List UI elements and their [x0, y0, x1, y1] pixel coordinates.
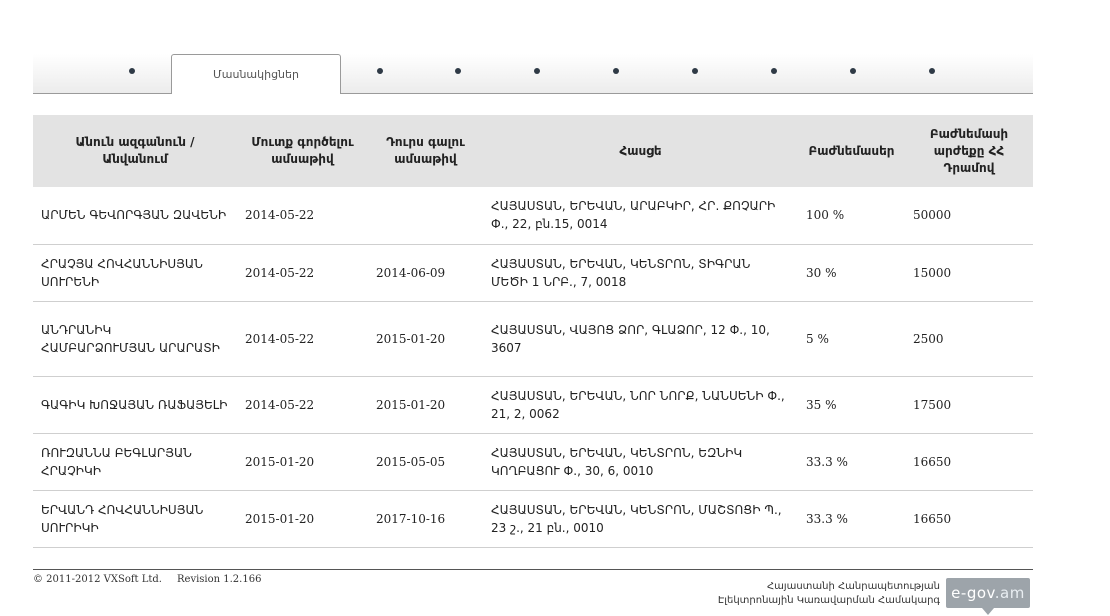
cell-shares: 5 %	[798, 301, 905, 376]
col-header-entry-date: Մուտք գործելու ամսաթիվ	[237, 115, 368, 187]
tab-dot[interactable]	[692, 68, 698, 74]
table-row	[33, 376, 1033, 433]
cell-name: ԵՐՎԱՆԴ ՀՈՎՀԱՆՆԻՍՅԱՆ ՍՈՒՐԻԿԻ	[33, 490, 237, 547]
cell-share-value: 17500	[905, 376, 1033, 433]
col-header-address: Հասցե	[483, 115, 798, 187]
cell-name: ԱՆԴՐԱՆԻԿ ՀԱՄԲԱՐՁՈՒՄՅԱՆ ԱՐԱՐԱՏԻ	[33, 301, 237, 376]
col-header-name: Անուն ազգանուն / Անվանում	[33, 115, 237, 187]
table-row	[33, 244, 1033, 301]
cell-address: ՀԱՅԱՍՏԱՆ, ԵՐԵՎԱՆ, ՆՈՐ ՆՈՐՔ, ՆԱՆՍԵՆԻ Փ., 21, 2, 0062	[483, 376, 798, 433]
cell-entry-date: 2014-05-22	[237, 376, 368, 433]
tab-dot[interactable]	[771, 68, 777, 74]
table-row	[33, 490, 1033, 547]
tab-dot[interactable]	[613, 68, 619, 74]
table-header-row	[33, 115, 1033, 187]
cell-exit-date	[368, 187, 483, 244]
cell-name: ԱՐՄԵՆ ԳԵՎՈՐԳՅԱՆ ԶԱՎԵՆԻ	[33, 187, 237, 244]
cell-shares: 33.3 %	[798, 490, 905, 547]
cell-address: ՀԱՅԱՍՏԱՆ, ՎԱՅՈՑ ՁՈՐ, ԳԼԱՁՈՐ, 12 Փ., 10, 3607	[483, 301, 798, 376]
cell-address: ՀԱՅԱՍՏԱՆ, ԵՐԵՎԱՆ, ԿԵՆՏՐՈՆ, ԵԶՆԻԿ ԿՈՂԲԱՑՈՒ Փ., 30, 6, 0010	[483, 433, 798, 490]
cell-entry-date: 2014-05-22	[237, 244, 368, 301]
copyright-text: © 2011-2012 VXSoft Ltd.	[33, 574, 162, 585]
participants-table	[33, 115, 1033, 548]
tab-dot[interactable]	[377, 68, 383, 74]
agency-line-1: Հայաստանի Հանրապետության	[766, 581, 940, 592]
cell-exit-date: 2015-01-20	[368, 301, 483, 376]
cell-share-value: 16650	[905, 433, 1033, 490]
cell-exit-date: 2015-01-20	[368, 376, 483, 433]
tab-dot[interactable]	[534, 68, 540, 74]
cell-share-value: 15000	[905, 244, 1033, 301]
tab-participants[interactable]: Մասնակիցներ	[171, 54, 341, 93]
table-row	[33, 433, 1033, 490]
agency-line-2: Էլեկտրոնային Կառավարման Համակարգ	[717, 595, 940, 606]
cell-shares: 30 %	[798, 244, 905, 301]
egov-logo-tld: .am	[994, 584, 1025, 602]
cell-entry-date: 2015-01-20	[237, 490, 368, 547]
cell-exit-date: 2017-10-16	[368, 490, 483, 547]
cell-entry-date: 2014-05-22	[237, 187, 368, 244]
cell-entry-date: 2015-01-20	[237, 433, 368, 490]
cell-address: ՀԱՅԱՍՏԱՆ, ԵՐԵՎԱՆ, ԿԵՆՏՐՈՆ, ՏԻԳՐԱՆ ՄԵԾԻ 1 ՆՐԲ., 7, 0018	[483, 244, 798, 301]
cell-exit-date: 2015-05-05	[368, 433, 483, 490]
footer-divider	[33, 569, 1033, 570]
cell-name: ԳԱԳԻԿ ԽՈՋԱՅԱՆ ՌԱՖԱՅԵԼԻ	[33, 376, 237, 433]
col-header-exit-date: Դուրս գալու ամսաթիվ	[368, 115, 483, 187]
table-row	[33, 187, 1033, 244]
cell-share-value: 16650	[905, 490, 1033, 547]
agency-name	[718, 580, 940, 608]
cell-entry-date: 2014-05-22	[237, 301, 368, 376]
col-header-shares: Բաժնեմասեր	[798, 115, 905, 187]
cell-shares: 33.3 %	[798, 433, 905, 490]
cell-name: ՀՐԱՉՅԱ ՀՈՎՀԱՆՆԻՍՅԱՆ ՍՈՒՐԵՆԻ	[33, 244, 237, 301]
cell-share-value: 50000	[905, 187, 1033, 244]
tab-dot[interactable]	[455, 68, 461, 74]
cell-shares: 100 %	[798, 187, 905, 244]
cell-share-value: 2500	[905, 301, 1033, 376]
tab-bar	[33, 54, 1033, 94]
tab-dot[interactable]	[129, 68, 135, 74]
cell-name: ՌՈՒԶԱՆՆԱ ԲԵԳԼԱՐՅԱՆ ՀՐԱՉԻԿԻ	[33, 433, 237, 490]
table-row	[33, 301, 1033, 376]
tab-dot[interactable]	[850, 68, 856, 74]
revision-text: Revision 1.2.166	[177, 574, 262, 585]
egov-logo-main: e-gov	[951, 584, 995, 602]
tab-dot[interactable]	[929, 68, 935, 74]
cell-address: ՀԱՅԱՍՏԱՆ, ԵՐԵՎԱՆ, ԱՐԱԲԿԻՐ, ՀՐ. ՔՈՉԱՐԻ Փ., 22, բն.15, 0014	[483, 187, 798, 244]
cell-shares: 35 %	[798, 376, 905, 433]
egov-logo[interactable]	[946, 578, 1030, 608]
col-header-share-value: Բաժնեմասի արժեքը ՀՀ Դրամով	[905, 115, 1033, 187]
cell-exit-date: 2014-06-09	[368, 244, 483, 301]
cell-address: ՀԱՅԱՍՏԱՆ, ԵՐԵՎԱՆ, ԿԵՆՏՐՈՆ, ՄԱՇՏՈՑԻ Պ., 23 շ., 21 բն., 0010	[483, 490, 798, 547]
